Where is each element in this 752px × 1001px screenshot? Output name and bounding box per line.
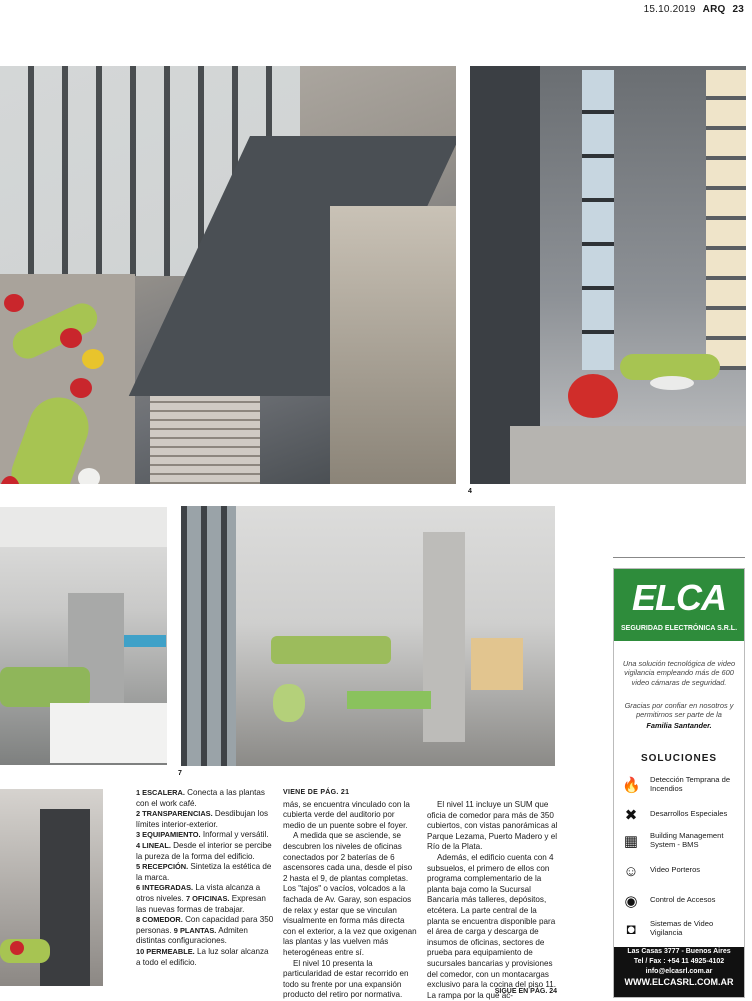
photo-column bbox=[470, 66, 540, 484]
caption-item: 8 COMEDOR. Con capacidad para 350 personas. 9 PLANTAS. Admiten distintas configuraciones. bbox=[136, 915, 274, 946]
elca-advertisement bbox=[613, 568, 745, 998]
ad-thanks: Gracias por confiar en nosotros y permitirnos ser parte de la bbox=[624, 701, 734, 720]
ad-contact-footer bbox=[614, 947, 744, 997]
ad-subtitle: SEGURIDAD ELECTRÓNICA S.R.L. bbox=[620, 625, 738, 632]
photo-seat bbox=[4, 294, 24, 312]
ad-address: Las Casas 3777 - Buenos Aires bbox=[627, 948, 731, 955]
article-paragraph: A medida que se asciende, se descubren los niveles de oficinas conectados por 2 baterías de 6 ascensores cada una, desde el piso 2 hasta el 9, de plantas completas. Los "tajos" o vacíos, volcados a la fachada de Av. Garay, son espacios de relax y estar que se vinculan visualmente en forma más directa con el exterior, a la vez que oxigenan las plantas y las vuelven más heterogéneas entre sí. bbox=[283, 831, 417, 957]
header-date: 15.10.2019 bbox=[643, 4, 696, 15]
article-column-1 bbox=[283, 788, 418, 1001]
ad-website: WWW.ELCASRL.COM.AR bbox=[624, 977, 734, 987]
photo-seat bbox=[82, 349, 104, 369]
photo-floor bbox=[510, 426, 746, 484]
photo-table bbox=[650, 376, 694, 390]
photo-table bbox=[78, 468, 100, 484]
photo-glass-wall bbox=[181, 506, 236, 766]
ad-solution-item: ◘ Sistemas de Video Vigilancia bbox=[622, 919, 742, 945]
caption-item: 10 PERMEABLE. La luz solar alcanza a todo el edificio. bbox=[136, 946, 269, 967]
ad-logo: ELCA bbox=[632, 577, 726, 618]
ad-solution-item: ▦ Building Management System - BMS bbox=[623, 831, 724, 850]
photo-lower-levels bbox=[330, 206, 456, 484]
photo-ceiling bbox=[0, 507, 167, 547]
photo-pillar bbox=[423, 532, 465, 742]
ad-intro: Una solución tecnológica de video vigilancia empleando más de 600 video cámaras de seguridad. bbox=[622, 659, 736, 687]
header-page-number: 23 bbox=[732, 4, 744, 15]
article-paragraph: Además, el edificio cuenta con 4 subsuelos, el primero de ellos con programa complementario de la planta baja como la Sucursal Bancaria más talleres, depósitos, etcétera. La parte central de la planta se encuentra disponible para el área de carga y descarga de insumos de oficinas, sectores de prueba para equipamiento de sucursales bancarias y provisiones del comedor, con un montacargas exclusivo para la cocina del piso 11. La rampa por la que ac- bbox=[427, 852, 556, 1000]
ad-solution-item: ◉ Control de Accesos bbox=[622, 891, 742, 917]
photo-cabinet bbox=[471, 638, 523, 690]
ad-solution-item: ☺ Video Porteros bbox=[623, 863, 701, 880]
ad-phone: Tel / Fax : +54 11 4925-4102 bbox=[633, 958, 725, 965]
header-section: ARQ bbox=[702, 4, 726, 15]
photo-bench bbox=[347, 691, 431, 709]
photo-seat bbox=[568, 374, 618, 418]
photo-tall-atrium bbox=[470, 66, 746, 484]
ad-email: info@elcasrl.com.ar bbox=[645, 968, 713, 975]
ad-solution-item: ✖ Desarrollos Especiales bbox=[622, 805, 742, 831]
camera-icon: ◘ bbox=[626, 921, 636, 938]
photo-window bbox=[706, 70, 746, 370]
continued-from: VIENE DE PÁG. 21 bbox=[283, 789, 350, 796]
photo-seat bbox=[70, 378, 92, 398]
photo-number: 7 bbox=[178, 770, 182, 777]
photo-sofa bbox=[0, 667, 90, 707]
ad-solutions-heading: SOLUCIONES bbox=[640, 753, 718, 764]
continued-on: SIGUE EN PÁG. 24 bbox=[494, 988, 557, 995]
article-column-2 bbox=[427, 800, 559, 1001]
photo-atrium-staircase bbox=[0, 66, 456, 484]
building-icon: ▦ bbox=[623, 833, 639, 850]
caption-item: 5 RECEPCIÓN. Sintetiza la estética de la marca. bbox=[136, 862, 272, 882]
photo-bench bbox=[0, 939, 50, 963]
caption-item: 2 TRANSPARENCIAS. Desdibujan los límites interior-exterior. bbox=[136, 809, 268, 829]
photo-window bbox=[582, 70, 614, 370]
photo-seat bbox=[10, 941, 24, 955]
photo-office-workspace bbox=[0, 507, 167, 765]
photo-office-lounge bbox=[181, 506, 555, 766]
caption-item: 1 ESCALERA. Conecta a las plantas con el work café. bbox=[136, 788, 265, 808]
article-paragraph: El nivel 10 presenta la particularidad de estar recorrido en todo su frente por una expansión producto del retiro por normativa. bbox=[283, 958, 409, 1000]
article-paragraph: más, se encuentra vinculado con la cubierta verde del auditorio por medio de un puente sobre el foyer. bbox=[283, 799, 410, 830]
ad-solution-item: 🔥 Detección Temprana de Incendios bbox=[622, 775, 731, 794]
page-header bbox=[644, 4, 744, 15]
fingerprint-icon: ◉ bbox=[624, 893, 638, 910]
photo-building-interior bbox=[0, 789, 103, 986]
photo-desk bbox=[50, 703, 167, 763]
caption-item: 3 EQUIPAMIENTO. Informal y versátil. 4 LINEAL. Desde el interior se percibe la pureza de la forma del edificio. bbox=[136, 830, 272, 861]
caption-item: 6 INTEGRADAS. La vista alcanza a otros niveles. 7 OFICINAS. Expresan las nuevas formas de trabajar. bbox=[136, 883, 266, 914]
tools-icon: ✖ bbox=[624, 807, 638, 824]
photo-captions bbox=[136, 788, 274, 968]
fire-icon: 🔥 bbox=[622, 777, 641, 794]
article-paragraph: El nivel 11 incluye un SUM que oficia de comedor para más de 350 cubiertos, con vistas panorámicas al Parque Lezama, Puerto Madero y el Río de la Plata. bbox=[427, 800, 558, 852]
photo-screen bbox=[124, 635, 166, 647]
photo-seat bbox=[273, 684, 305, 722]
ad-divider bbox=[613, 557, 745, 558]
photo-seat bbox=[60, 328, 82, 348]
people-icon: ☺ bbox=[623, 863, 639, 880]
photo-sofa bbox=[271, 636, 391, 664]
ad-family: Familia Santander. bbox=[646, 721, 712, 730]
photo-number: 4 bbox=[468, 488, 472, 495]
